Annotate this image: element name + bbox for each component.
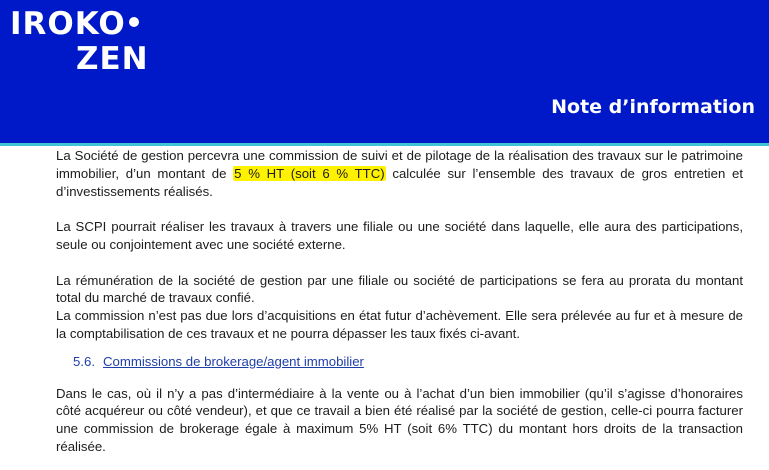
highlighted-rate: 5 % HT (soit 6 % TTC) <box>234 165 385 181</box>
spacer <box>56 254 743 272</box>
spacer <box>56 200 743 218</box>
paragraph-text: calculée sur l’ensemble des travaux de gros entretien et d’investissements réalisés. <box>56 165 743 199</box>
logo-text-line1: IROKO <box>10 6 126 42</box>
paragraph-vefa: La commission n’est pas due lors d’acquisitions en état futur d’achèvement. Elle sera prélevée au fur et à mesure de la comptabilisation de ces travaux et ne pourra dépasser les taux fixés ci-avant. <box>56 308 743 341</box>
logo-dot-icon <box>129 17 139 27</box>
paragraph-text: La Société de gestion percevra une commission de suivi et de pilotage de la réalisation des travaux sur le patrimoine immobilier, d’un montant de <box>56 148 743 181</box>
paragraph-remuneration: La rémunération de la société de gestion par une filiale ou société de participations se fera au prorata du montant total du marché de travaux confié. <box>56 272 743 306</box>
paragraph-filiale: La SCPI pourrait réaliser les travaux à travers une filiale ou une société dans laquelle, elle aura des participations, seule ou conjointement avec une société externe. <box>56 219 743 252</box>
section-heading[interactable] <box>73 353 743 371</box>
header-banner <box>0 0 769 143</box>
document-title: Note d’information <box>551 96 755 118</box>
paragraph-brokerage: Dans le cas, où il n’y a pas d’intermédiaire à la vente ou à l’achat d’un bien immobilier (qu’il s’agisse d’honoraires côté acquéreur ou côté vendeur), et que ce travail a bien été réalisé par la société de gestion, celle-ci pourra facturer une commission de brokerage égale à maximum 5% HT (soit 6% TTC) du montant hors droits de la transaction réalisée. <box>56 385 743 454</box>
paragraph-commission-suivi <box>56 147 743 200</box>
document-body <box>56 146 743 456</box>
section-title-link[interactable]: Commissions de brokerage/agent immobilier <box>103 353 364 369</box>
section-number: 5.6. <box>73 353 95 369</box>
logo-text-line2: ZEN <box>76 41 149 77</box>
